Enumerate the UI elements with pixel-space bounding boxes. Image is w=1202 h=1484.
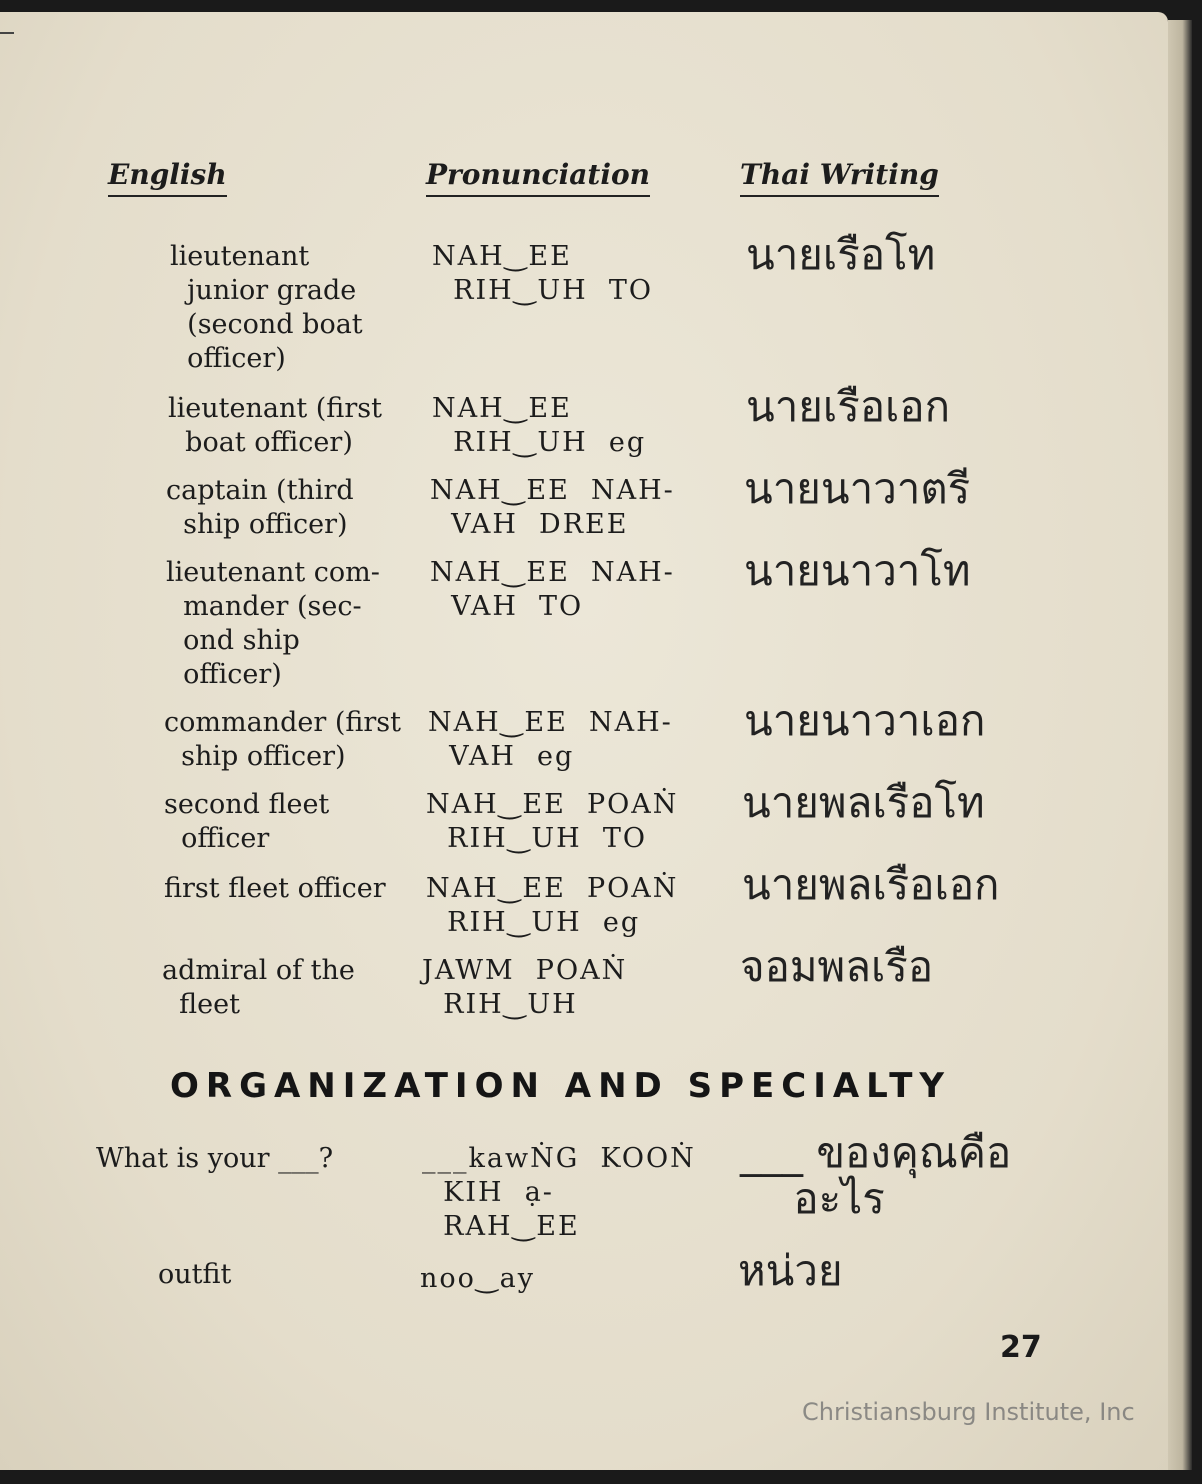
watermark: Christiansburg Institute, Inc	[802, 1398, 1135, 1426]
row-thai: นายพลเรือเอก	[742, 860, 1000, 909]
header-english: English	[108, 158, 227, 197]
row-pronunciation: NAH‿EE NAH- VAH eg	[428, 707, 673, 772]
row-thai: นายพลเรือโท	[742, 778, 985, 827]
section-title: ORGANIZATION AND SPECIALTY	[170, 1066, 952, 1106]
row-pronunciation: JAWM POAṄ RIH‿UH	[422, 955, 628, 1020]
row-english: commander (first ship officer)	[164, 707, 401, 772]
row-pronunciation: noo‿ay	[420, 1263, 535, 1294]
row-english: admiral of the fleet	[162, 955, 355, 1020]
row-pronunciation: NAH‿EE NAH- VAH TO	[430, 557, 675, 622]
row-english: first fleet officer	[164, 873, 386, 904]
row-thai: นายเรือเอก	[746, 382, 951, 431]
row-thai: นายนาวาโท	[744, 546, 971, 595]
page-number: 27	[1000, 1330, 1042, 1365]
row-thai: จอมพลเรือ	[740, 942, 934, 991]
row-english: lieutenant (first boat officer)	[168, 393, 382, 458]
row-thai: นายนาวาตรี	[744, 464, 971, 513]
row-english: lieutenant com- mander (sec- ond ship officer)	[166, 557, 380, 690]
row-thai: หน่วย	[738, 1246, 843, 1295]
row-pronunciation: NAH‿EE POAṄ RIH‿UH eg	[426, 873, 679, 938]
row-english: second fleet officer	[164, 789, 330, 854]
page-edge	[1168, 20, 1192, 1470]
row-english: captain (third ship officer)	[166, 475, 354, 540]
header-pronunciation: Pronunciation	[426, 158, 650, 197]
row-thai: ___ ของคุณคือ อะไร	[740, 1128, 1012, 1223]
row-pronunciation: NAH‿EE RIH‿UH TO	[432, 241, 654, 306]
row-english: lieutenant junior grade (second boat officer)	[170, 241, 363, 374]
row-pronunciation: NAH‿EE NAH- VAH DREE	[430, 475, 675, 540]
row-pronunciation: NAH‿EE RIH‿UH eg	[432, 393, 647, 458]
row-pronunciation: ___kawṄG KOOṄ KIH ạ- RAH‿EE	[422, 1143, 696, 1242]
row-thai: นายเรือโท	[746, 230, 936, 279]
header-thai: Thai Writing	[740, 158, 939, 197]
row-pronunciation: NAH‿EE POAṄ RIH‿UH TO	[426, 789, 679, 854]
row-english: outfit	[158, 1259, 232, 1290]
margin-mark	[0, 32, 14, 34]
row-thai: นายนาวาเอก	[744, 696, 986, 745]
row-english: What is your ___?	[96, 1143, 334, 1174]
